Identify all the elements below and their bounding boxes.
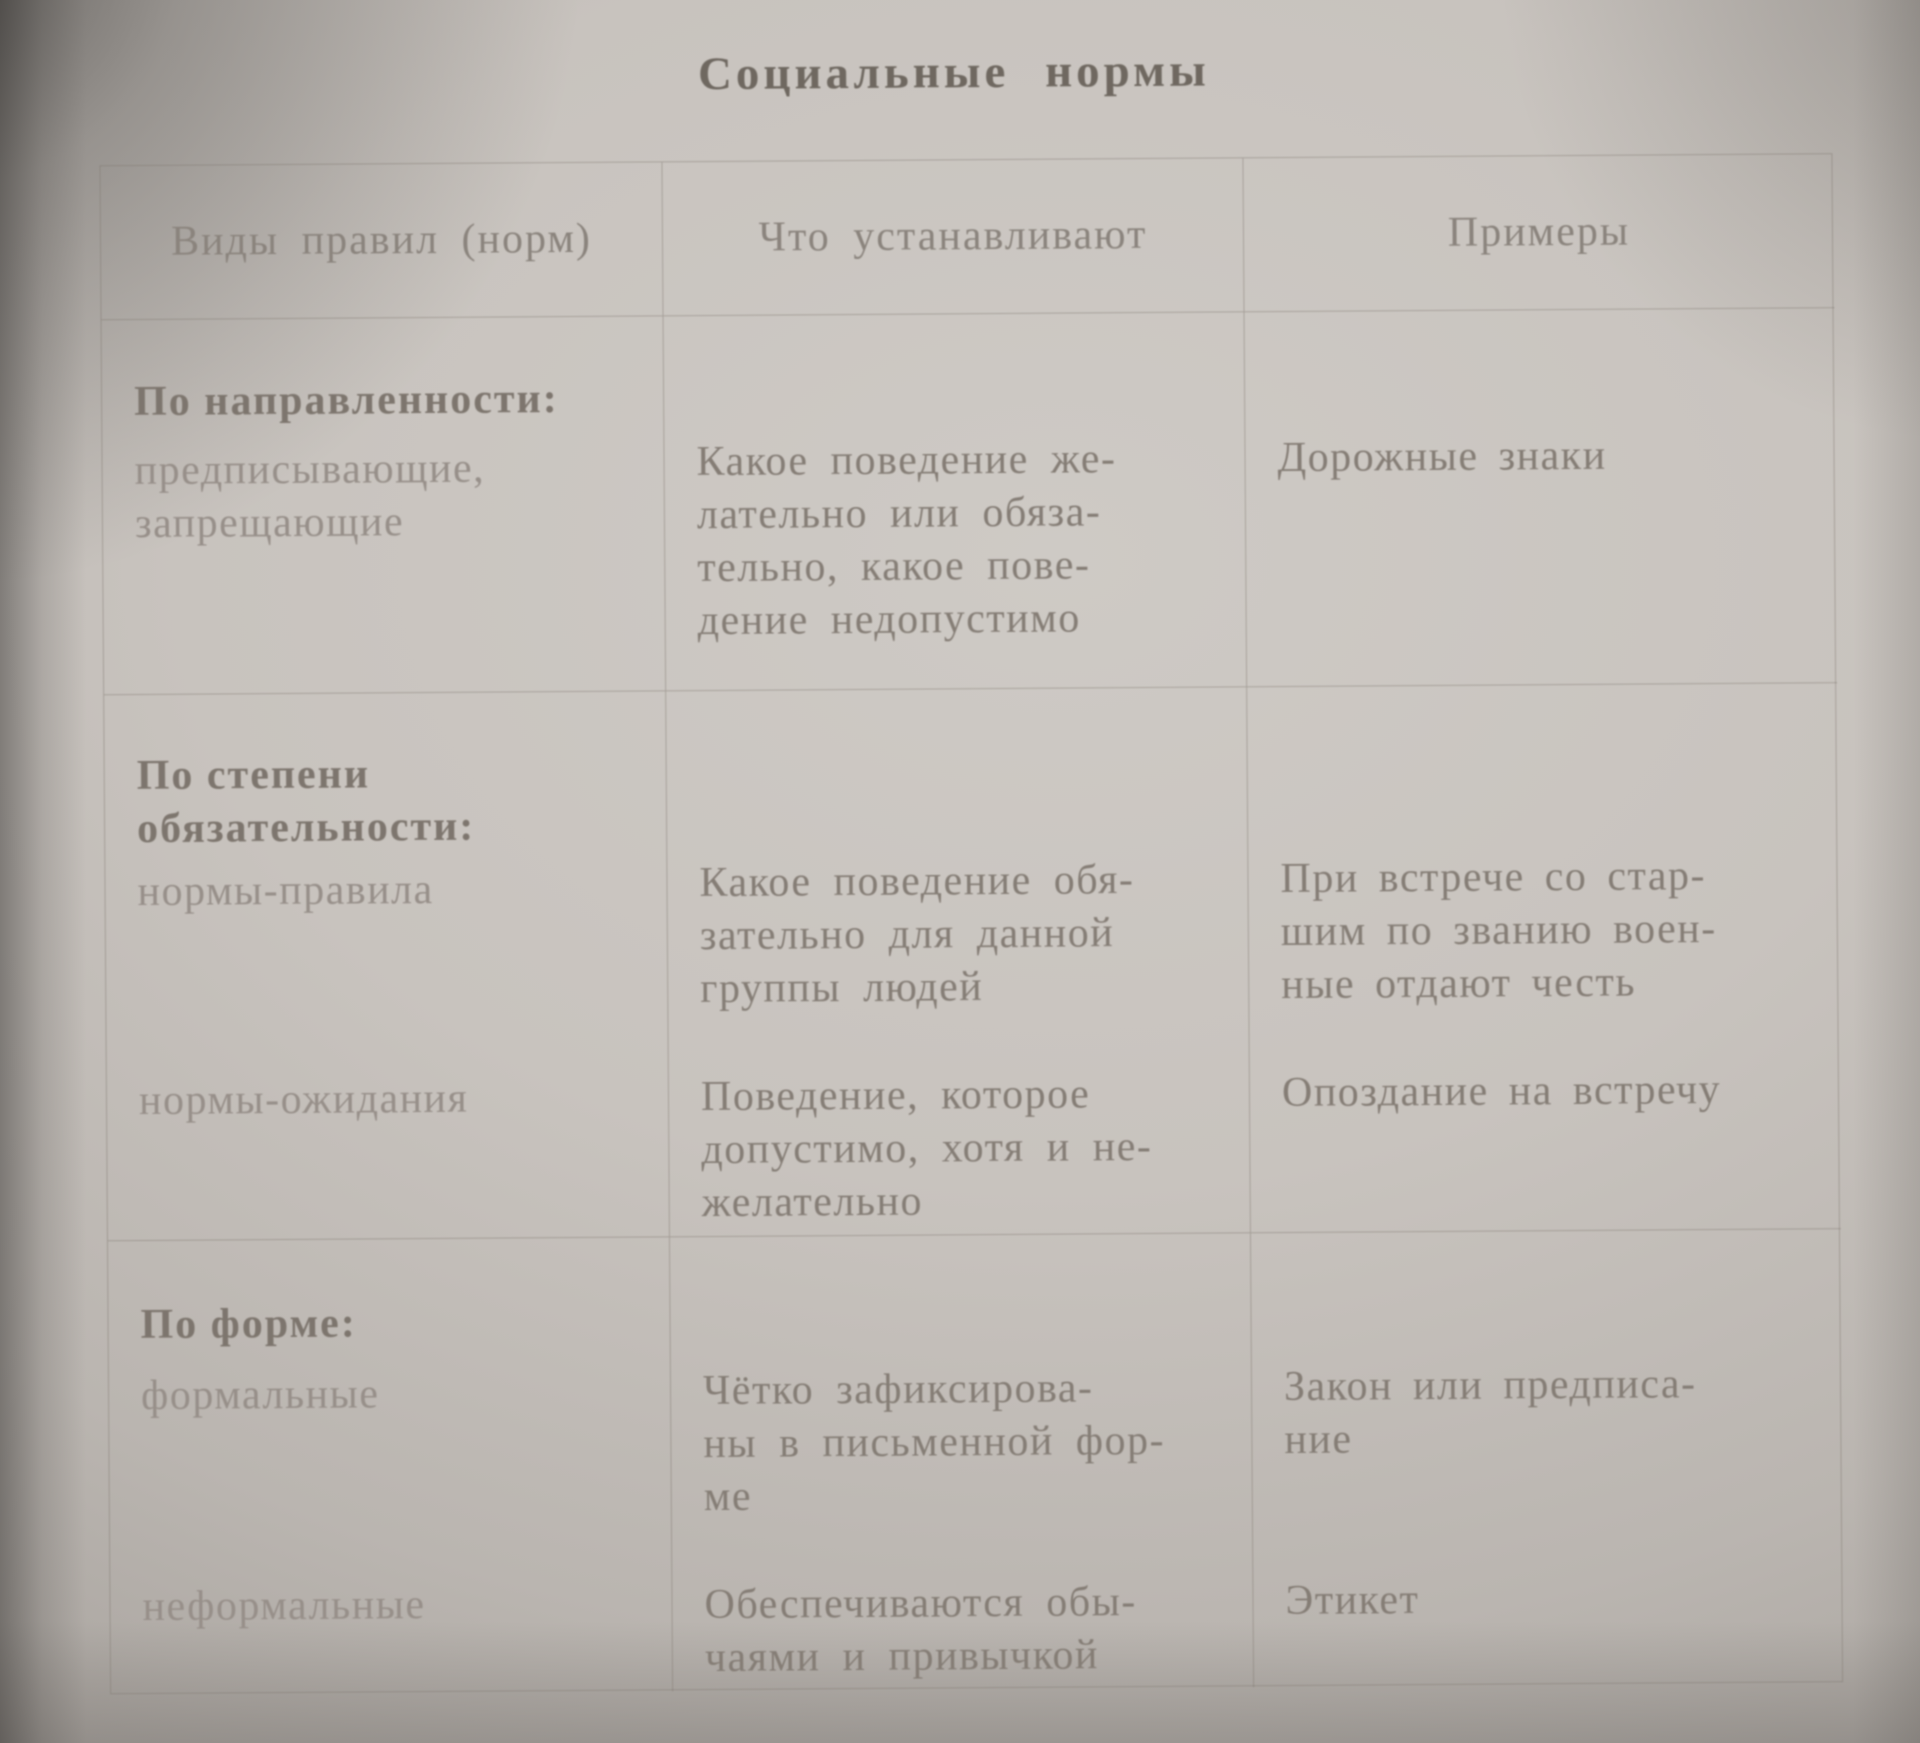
kinds-norms-expectations: нормы-ожидания — [138, 1075, 469, 1125]
row-obligation-establish-cell — [666, 687, 1251, 1237]
social-norms-table — [99, 153, 1843, 1694]
example-military-salute: При встрече со стар- шим по званию воен- ные отдают честь — [1280, 853, 1717, 1009]
row-obligation-types-cell — [104, 691, 670, 1241]
kinds-direction: предписывающие, запрещающие — [134, 445, 486, 548]
example-etiquette: Этикет — [1285, 1577, 1420, 1625]
header-types-of-rules: Виды правил (норм) — [100, 162, 663, 320]
establish-norms-rules: Какое поведение обя- зательно для данной группы людей — [699, 857, 1135, 1013]
row-obligation-examples-cell — [1247, 683, 1841, 1233]
category-obligation: По степени обязательности: — [136, 751, 476, 853]
establish-formal: Чётко зафиксирова- ны в письменной фор- ме — [702, 1365, 1166, 1521]
row-direction-establish-cell — [664, 312, 1248, 691]
category-form: По форме: — [140, 1300, 357, 1349]
establish-norms-expectations: Поведение, которое допустимо, хотя и не- желательно — [700, 1071, 1153, 1227]
kinds-norms-rules: нормы-правила — [137, 866, 434, 916]
row-form-examples-cell — [1251, 1229, 1844, 1687]
establish-direction: Какое поведение же- лательно или обяза- тельно, какое пове- дение недопустимо — [696, 436, 1117, 645]
category-direction: По направленности: — [133, 376, 559, 426]
page-title: Социальные нормы — [697, 44, 1210, 101]
row-form-types-cell — [108, 1237, 673, 1695]
header-what-establish: Что устанавливают — [662, 158, 1244, 316]
example-late-to-meeting: Опоздание на встречу — [1281, 1066, 1722, 1117]
establish-informal: Обеспечиваются обы- чаями и привычкой — [704, 1579, 1137, 1682]
row-direction-types-cell — [102, 316, 667, 695]
header-examples: Примеры — [1243, 154, 1834, 312]
row-direction-examples-cell — [1245, 308, 1838, 687]
example-road-signs: Дорожные знаки — [1277, 432, 1607, 482]
row-form-establish-cell — [670, 1233, 1254, 1691]
example-law-or-prescription: Закон или предписа- ние — [1283, 1361, 1697, 1464]
kinds-informal: неформальные — [142, 1582, 426, 1631]
kinds-formal: формальные — [140, 1371, 380, 1420]
